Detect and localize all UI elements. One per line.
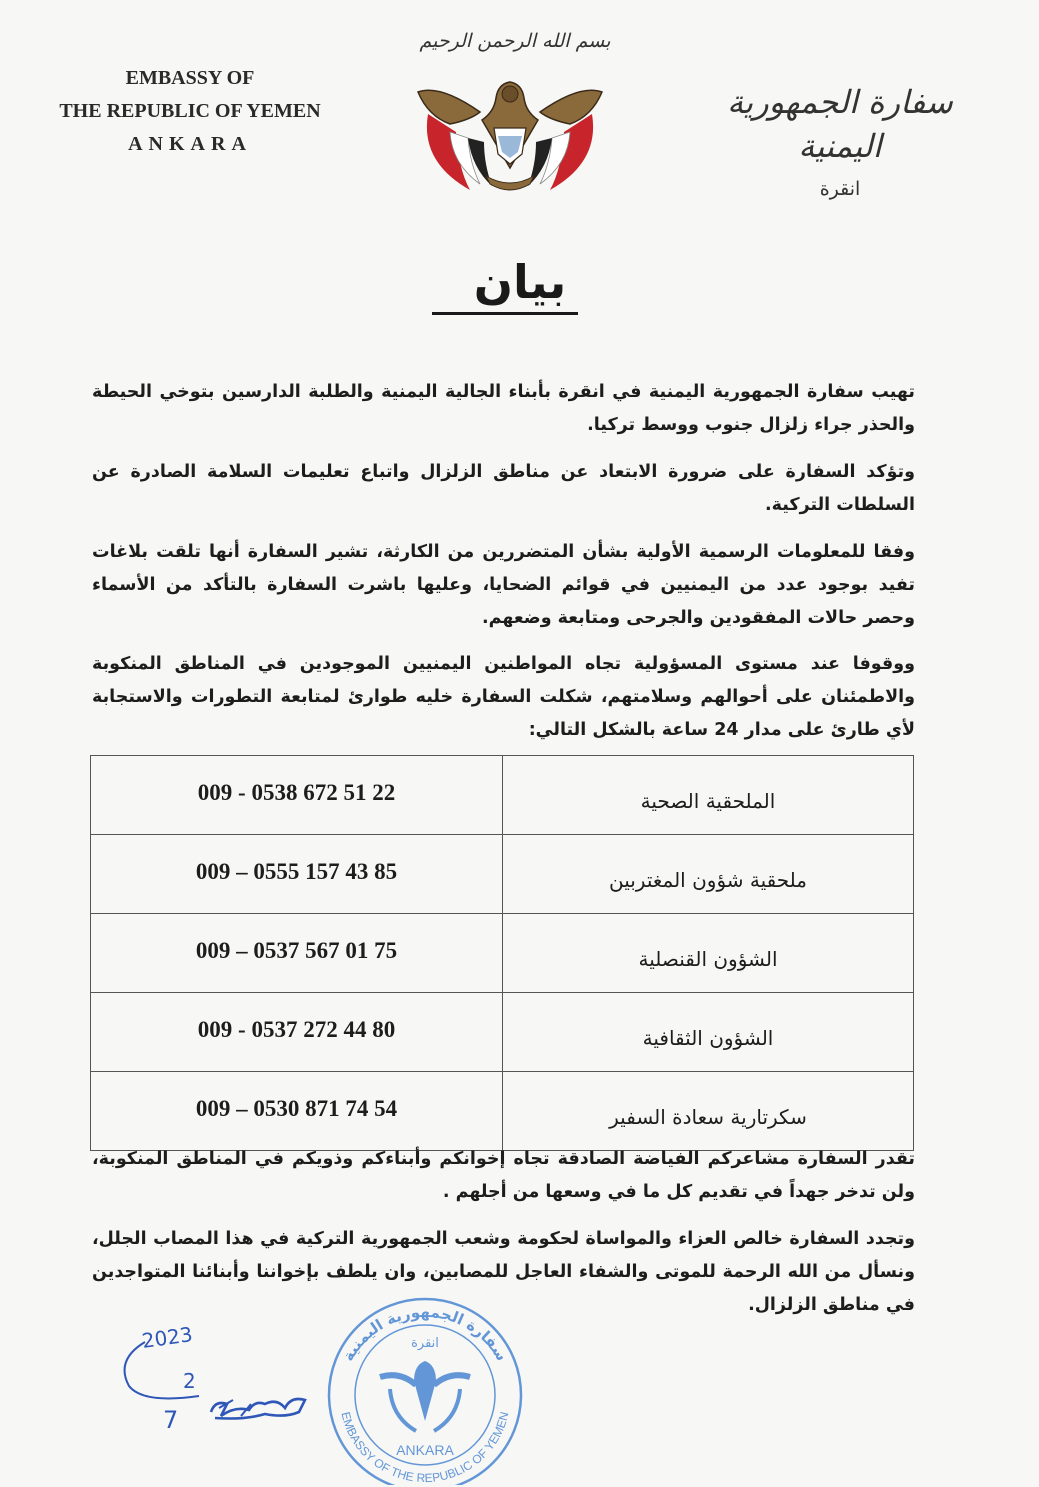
contact-department: الشؤون الثقافية bbox=[503, 993, 914, 1072]
english-letterhead-line-1: EMBASSY OF bbox=[125, 67, 255, 89]
basmala: بسم الله الرحمن الرحيم bbox=[419, 30, 611, 52]
contact-phone: 009 – 0530 871 74 54 bbox=[91, 1072, 503, 1151]
paragraph-4: ووقوفا عند مستوى المسؤولية تجاه المواطنين اليمنيين الموجودين في المناطق المنكوبة والاطمئنان على أحوالهم وسلامتهم، شكلت السفارة خليه طوارئ لمتابعة التطورات والاستجابة لأي طارئ على مدار 24 ساعة بالشكل التالي: bbox=[92, 654, 915, 740]
paragraph-2: وتؤكد السفارة على ضرورة الابتعاد عن مناطق الزلزال واتباع تعليمات السلامة الصادرة عن السلطات التركية. bbox=[92, 462, 915, 515]
arabic-embassy-name: سفارة الجمهورية اليمنية bbox=[727, 83, 953, 165]
paragraph-1: تهيب سفارة الجمهورية اليمنية في انقرة بأبناء الجالية اليمنية والطلبة الدارسين بتوخي الحيطة والحذر جراء زلزال جنوب ووسط تركيا. bbox=[92, 382, 915, 435]
emergency-contacts-table bbox=[90, 755, 914, 1151]
document-title: بيان bbox=[473, 255, 567, 309]
embassy-stamp-icon bbox=[320, 1285, 530, 1485]
contact-department: سكرتارية سعادة السفير bbox=[503, 1072, 914, 1151]
yemen-eagle-emblem-icon bbox=[410, 72, 610, 202]
contact-phone: 009 - 0537 272 44 80 bbox=[91, 993, 503, 1072]
stamp-english-ring: EMBASSY OF THE REPUBLIC OF YEMEN bbox=[338, 1410, 512, 1485]
contact-department: ملحقية شؤون المغتربين bbox=[503, 835, 914, 914]
stamp-arabic-ring: سفارة الجمهورية اليمنية bbox=[338, 1302, 512, 1365]
handwritten-signature-icon bbox=[115, 1300, 345, 1450]
svg-text:سفارة الجمهورية اليمنية bbox=[339, 1303, 511, 1364]
stamp-english-city: ANKARA bbox=[396, 1442, 454, 1458]
contact-phone: 009 – 0555 157 43 85 bbox=[91, 835, 503, 914]
table-row bbox=[91, 1072, 914, 1151]
signature-month: 2 bbox=[183, 1369, 196, 1393]
contact-department: الملحقية الصحية bbox=[503, 756, 914, 835]
arabic-city-name: انقرة bbox=[819, 178, 861, 200]
stamp-arabic-city: انقرة bbox=[411, 1336, 439, 1351]
arabic-letterhead bbox=[700, 80, 980, 200]
paragraph-3: وفقا للمعلومات الرسمية الأولية بشأن المتضررين من الكارثة، تشير السفارة أنها تلقت بلاغات تفيد بوجود عدد من اليمنيين في قوائم الضحايا، وعليها باشرت السفارة بالتأكد من الأسماء وحصر حالات المفقودين والجرحى ومتابعة وضعهم. bbox=[92, 542, 915, 628]
closing-paragraph-2: وتجدد السفارة خالص العزاء والمواساة لحكومة وشعب الجمهورية التركية في هذا المصاب الجلل، ونسأل من الله الرحمة للموتى والشفاء العاجل للمصابين، وان يلطف بإخواننا وأبنائنا المتواجدين في مناطق الزلزال. bbox=[92, 1229, 915, 1315]
contact-department: الشؤون القنصلية bbox=[503, 914, 914, 993]
signature-year: 2023 bbox=[140, 1322, 195, 1353]
table-row bbox=[91, 993, 914, 1072]
table-row bbox=[91, 914, 914, 993]
english-letterhead-line-2: THE REPUBLIC OF YEMEN bbox=[59, 100, 321, 122]
contact-phone: 009 - 0538 672 51 22 bbox=[91, 756, 503, 835]
title-underline bbox=[432, 312, 578, 315]
english-letterhead bbox=[40, 62, 340, 161]
table-row bbox=[91, 756, 914, 835]
contact-phone: 009 – 0537 567 01 75 bbox=[91, 914, 503, 993]
english-letterhead-line-3: ANKARA bbox=[128, 133, 252, 155]
signature-day: 7 bbox=[163, 1406, 179, 1434]
closing-paragraph-1: تقدر السفارة مشاعركم الفياضة الصادقة تجاه إخوانكم وأبناءكم وذويكم في المناطق المنكوبة، ولن تدخر جهداً في تقديم كل ما في وسعها من أجلهم . bbox=[92, 1149, 915, 1202]
table-row bbox=[91, 835, 914, 914]
